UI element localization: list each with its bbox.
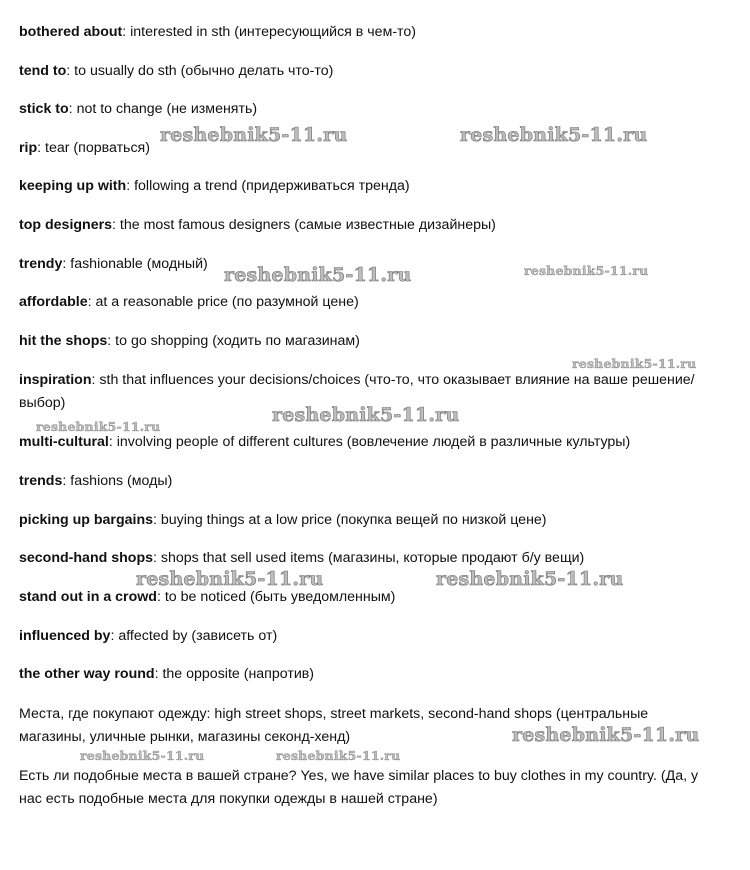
entry-term: tend to bbox=[19, 63, 67, 79]
entry-separator: : bbox=[62, 256, 71, 272]
glossary-entry-trendy bbox=[19, 253, 719, 276]
entry-term: rip bbox=[19, 140, 38, 156]
glossary-entry-affordable bbox=[19, 291, 719, 314]
entry-definition: fashions (моды) bbox=[70, 473, 173, 489]
entry-separator: : bbox=[107, 333, 116, 349]
entry-definition: following a trend (придерживаться тренда) bbox=[134, 178, 410, 194]
entry-term: bothered about bbox=[19, 24, 123, 40]
entry-separator: : bbox=[122, 24, 131, 40]
glossary-entry-hit-the-shops bbox=[19, 330, 719, 353]
glossary-entry-top-designers bbox=[19, 214, 719, 237]
glossary-entry-the-other-way-round bbox=[19, 663, 719, 686]
watermark-text: reshebnik5-11.ru bbox=[136, 568, 324, 590]
glossary-entry-trends bbox=[19, 470, 719, 493]
watermark-text: reshebnik5-11.ru bbox=[160, 124, 348, 146]
watermark-text: reshebnik5-11.ru bbox=[524, 263, 649, 278]
entry-definition: fashionable (модный) bbox=[70, 256, 208, 272]
glossary-entry-picking-up-bargains bbox=[19, 509, 719, 532]
entry-definition: the most famous designers (самые известные дизайнеры) bbox=[119, 217, 496, 233]
watermark-text: reshebnik5-11.ru bbox=[80, 748, 205, 763]
watermark-text: reshebnik5-11.ru bbox=[272, 404, 460, 426]
entry-definition: sth that influences your decisions/choices (что-то, что оказывает влияние на ваше решение/выбор) bbox=[19, 372, 695, 411]
entry-definition: to go shopping (ходить по магазинам) bbox=[115, 333, 360, 349]
entry-separator: : bbox=[91, 372, 100, 388]
watermark-text: reshebnik5-11.ru bbox=[224, 264, 412, 286]
glossary-entry-rip bbox=[19, 137, 719, 160]
paragraph-similar-places: Есть ли подобные места в вашей стране? Yes, we have similar places to buy clothes in my country. (Да, у нас есть подобные места для покупки одежды в нашей стране) bbox=[19, 768, 699, 807]
entry-term: inspiration bbox=[19, 372, 92, 388]
entry-definition: tear (порваться) bbox=[45, 140, 150, 156]
watermark-text: reshebnik5-11.ru bbox=[460, 124, 648, 146]
entry-definition: shops that sell used items (магазины, которые продают б/у вещи) bbox=[160, 550, 585, 566]
watermark-text: reshebnik5-11.ru bbox=[436, 568, 624, 590]
entry-term: influenced by bbox=[19, 628, 111, 644]
entry-separator: : bbox=[153, 550, 161, 566]
entry-separator: : bbox=[108, 434, 117, 450]
entry-separator: : bbox=[153, 512, 161, 528]
glossary-entry-stick-to bbox=[19, 98, 719, 121]
entry-separator: : bbox=[126, 178, 135, 194]
glossary-entry-stand-out-in-a-crowd bbox=[19, 586, 719, 609]
entry-separator: : bbox=[156, 589, 165, 605]
entry-definition: affected by (зависеть от) bbox=[118, 628, 278, 644]
entry-definition: interested in sth (интересующийся в чем-то) bbox=[130, 24, 416, 40]
entry-term: trends bbox=[19, 473, 63, 489]
entry-term: picking up bargains bbox=[19, 512, 154, 528]
glossary-entry-keeping-up-with bbox=[19, 175, 719, 198]
entry-term: hit the shops bbox=[19, 333, 108, 349]
watermark-text: reshebnik5-11.ru bbox=[276, 748, 401, 763]
entry-separator: : bbox=[110, 628, 119, 644]
glossary-entry-bothered-about bbox=[19, 21, 719, 44]
entry-separator: : bbox=[37, 140, 46, 156]
glossary-entry-second-hand-shops bbox=[19, 547, 719, 570]
entry-term: stand out in a crowd bbox=[19, 589, 157, 605]
entry-term: multi-cultural bbox=[19, 434, 109, 450]
entry-term: stick to bbox=[19, 101, 69, 117]
glossary-entry-tend-to bbox=[19, 60, 719, 83]
entry-separator: : bbox=[68, 101, 77, 117]
paragraph-clothes-places: Места, где покупают одежду: high street shops, street markets, second-hand shops (центральные магазины, уличные рынки, магазины секонд-хенд) bbox=[19, 706, 649, 745]
entry-definition: at a reasonable price (по разумной цене) bbox=[95, 294, 359, 310]
entry-definition: to be noticed (быть уведомленным) bbox=[164, 589, 396, 605]
watermark-text: reshebnik5-11.ru bbox=[572, 356, 697, 371]
entry-separator: : bbox=[62, 473, 71, 489]
entry-term: trendy bbox=[19, 256, 63, 272]
glossary-entry-inspiration bbox=[19, 369, 699, 415]
entry-separator: : bbox=[112, 217, 120, 233]
glossary-entry-multi-cultural bbox=[19, 431, 719, 454]
entry-term: top designers bbox=[19, 217, 113, 233]
entry-term: affordable bbox=[19, 294, 88, 310]
entry-separator: : bbox=[87, 294, 96, 310]
watermark-text: reshebnik5-11.ru bbox=[512, 724, 700, 746]
watermark-text: reshebnik5-11.ru bbox=[36, 419, 161, 434]
entry-term: second-hand shops bbox=[19, 550, 154, 566]
entry-term: keeping up with bbox=[19, 178, 127, 194]
entry-definition: not to change (не изменять) bbox=[76, 101, 258, 117]
entry-definition: buying things at a low price (покупка вещей по низкой цене) bbox=[160, 512, 547, 528]
entry-separator: : bbox=[66, 63, 75, 79]
entry-separator: : bbox=[154, 666, 163, 682]
entry-definition: involving people of different cultures (вовлечение людей в различные культуры) bbox=[116, 434, 631, 450]
entry-term: the other way round bbox=[19, 666, 155, 682]
entry-definition: the opposite (напротив) bbox=[162, 666, 315, 682]
glossary-entry-influenced-by bbox=[19, 625, 719, 648]
entry-definition: to usually do sth (обычно делать что-то) bbox=[74, 63, 334, 79]
